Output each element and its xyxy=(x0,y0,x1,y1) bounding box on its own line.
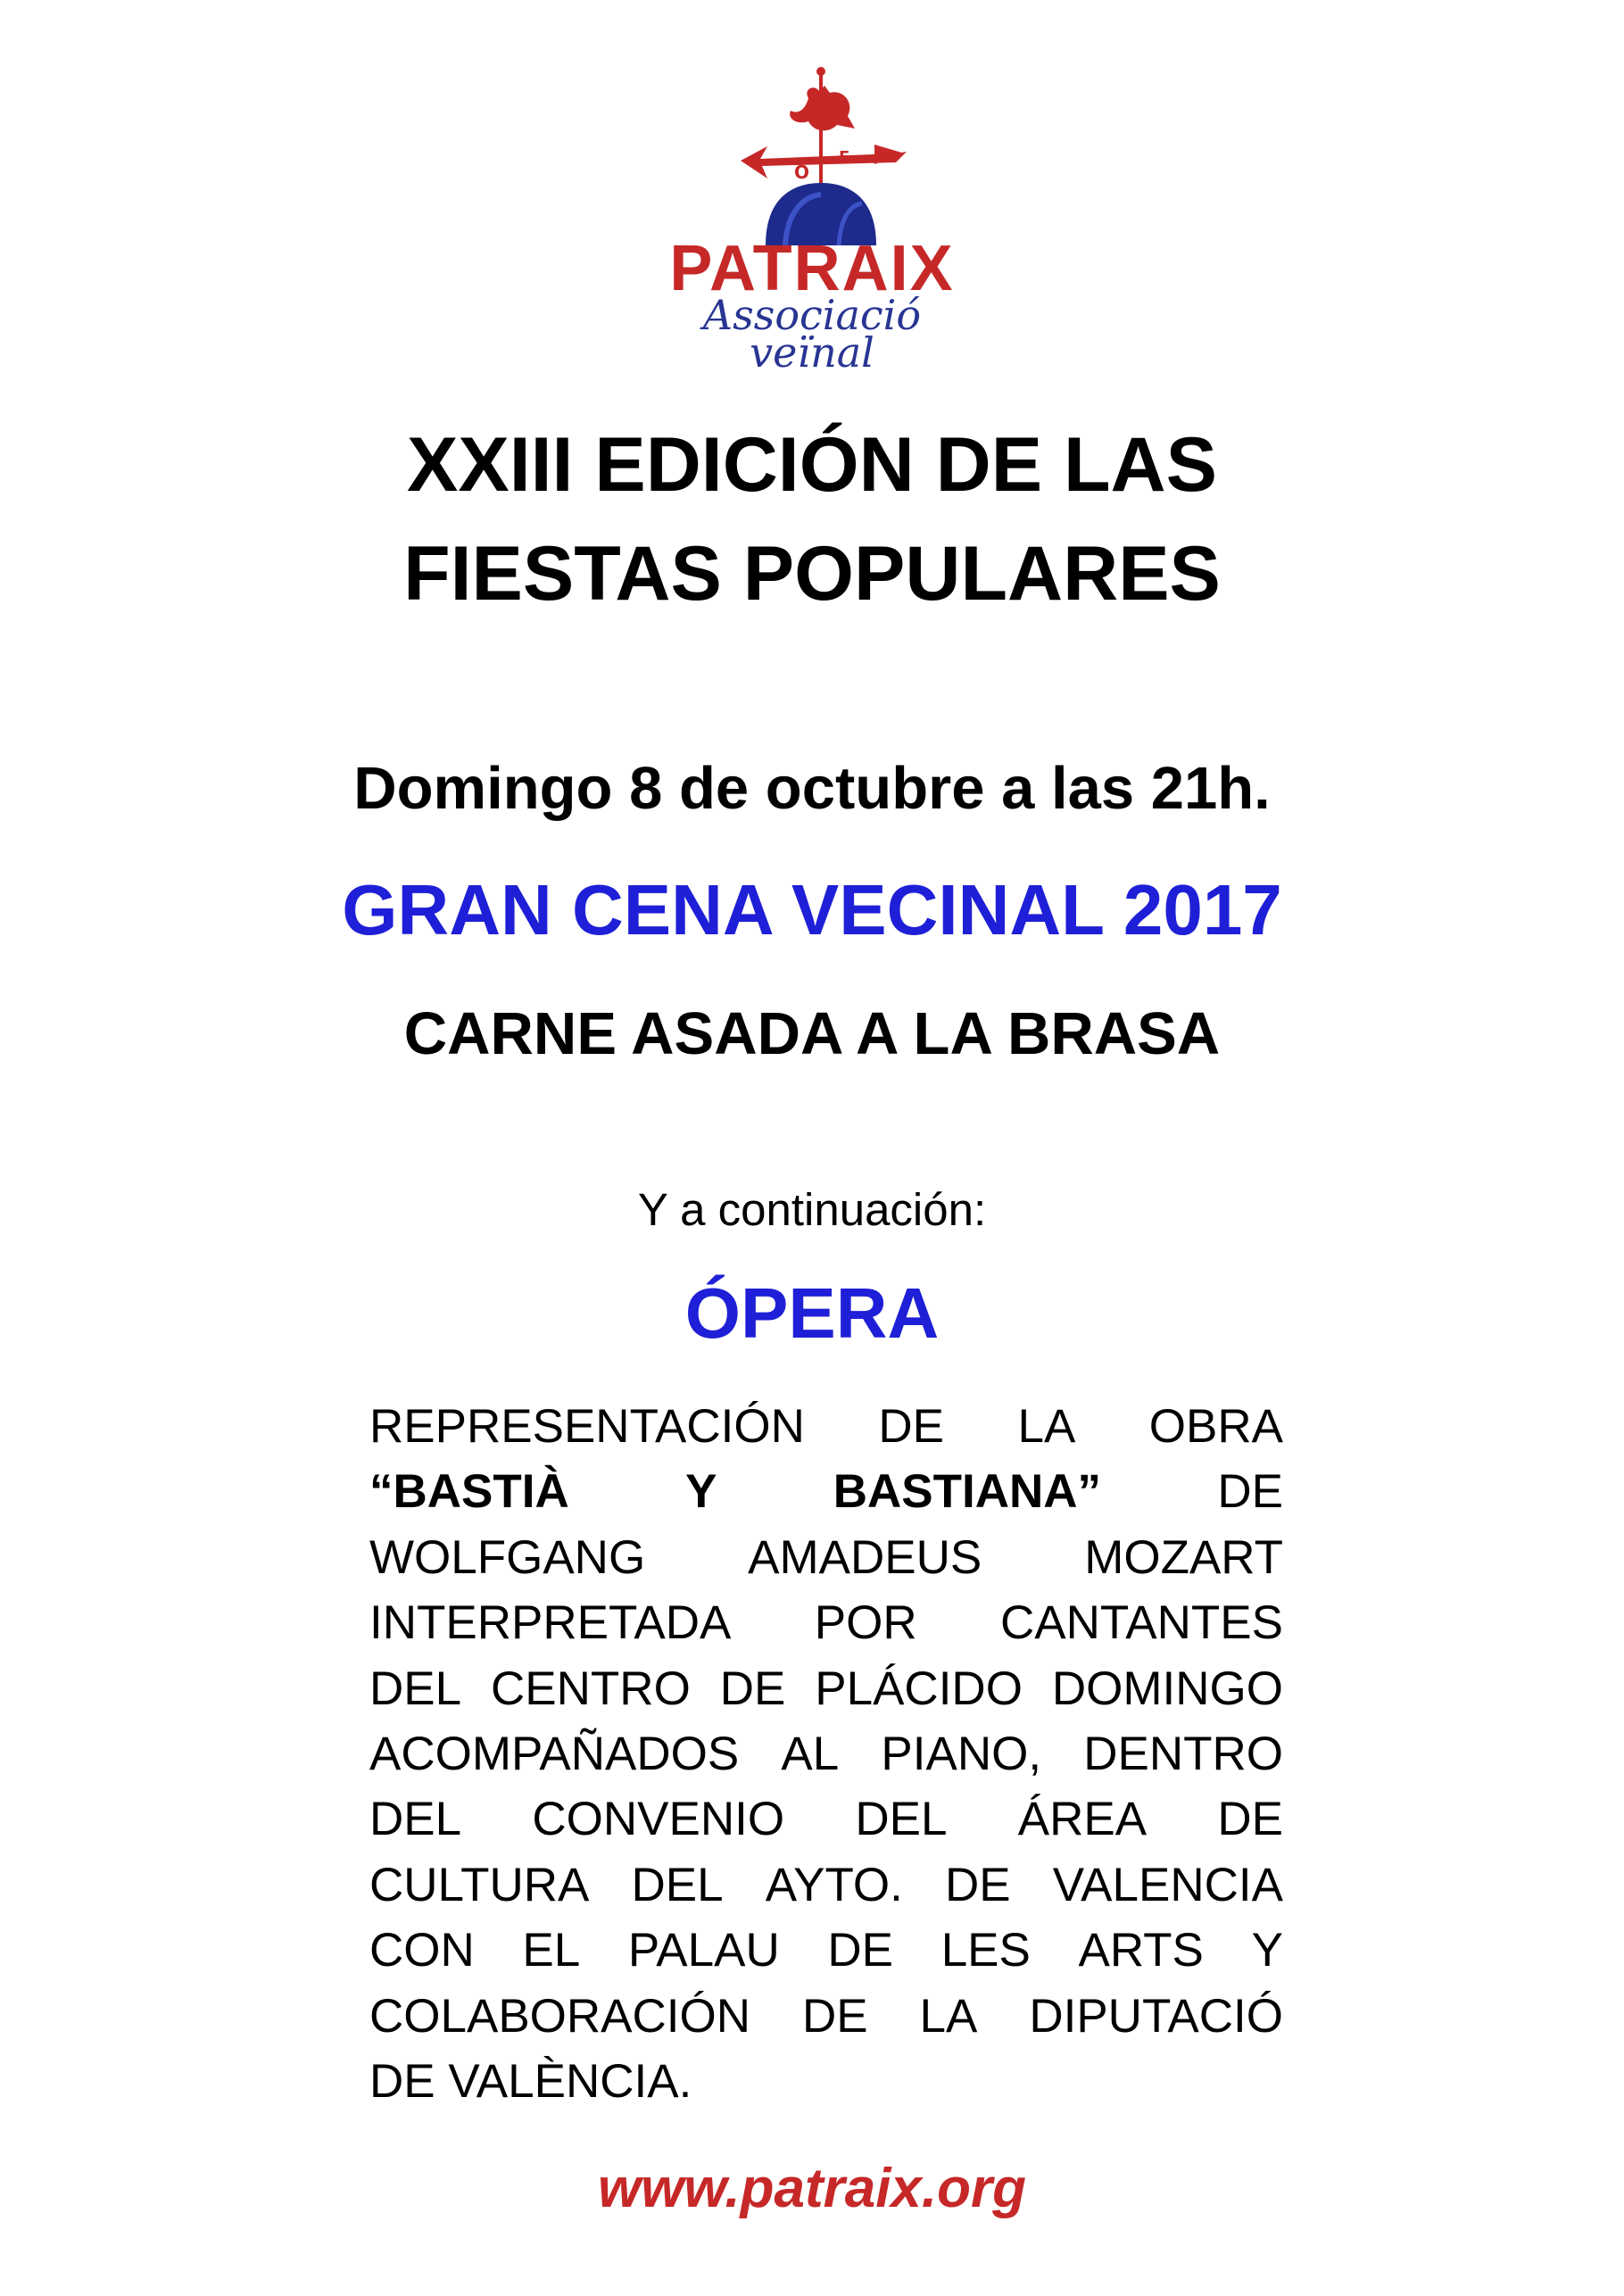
description-word: “BASTIÀ xyxy=(369,1465,569,1519)
description-word: Y xyxy=(1251,1924,1283,1977)
description-word: DEL xyxy=(631,1858,724,1911)
description-word: ARTS xyxy=(1078,1924,1204,1977)
description-word: DE VALÈNCIA. xyxy=(369,2054,692,2108)
description-word: AYTO. xyxy=(765,1858,903,1911)
description-word: AMADEUS xyxy=(748,1530,982,1584)
logo-subtitle-line2: veïnal xyxy=(750,328,874,377)
description-word: DE xyxy=(719,1662,786,1715)
event-menu: CARNE ASADA A LA BRASA xyxy=(403,1000,1221,1067)
title-line2: FIESTAS POPULARES xyxy=(403,531,1221,617)
description-word: CANTANTES xyxy=(999,1596,1283,1650)
description-word: CONVENIO xyxy=(532,1793,785,1846)
description-word: Y xyxy=(685,1465,717,1519)
description-line xyxy=(369,1918,1283,1983)
description-line xyxy=(369,1525,1283,1590)
event-name: GRAN CENA VECINAL 2017 xyxy=(342,870,1282,949)
description-word: DOMINGO xyxy=(1051,1662,1283,1715)
description-word: DEL xyxy=(369,1662,462,1715)
description-line xyxy=(369,1721,1283,1786)
opera-heading: ÓPERA xyxy=(684,1273,940,1353)
description-word: WOLFGANG xyxy=(369,1530,646,1584)
title-line1: XXIII EDICIÓN DE LAS xyxy=(407,422,1217,508)
description-word: OBRA xyxy=(1148,1400,1283,1453)
opera-description xyxy=(369,1394,1283,2114)
description-word: DE xyxy=(1217,1465,1283,1519)
logo-name: PATRAIX xyxy=(669,233,955,304)
description-word: PALAU xyxy=(627,1924,780,1977)
svg-text:E: E xyxy=(839,148,850,167)
description-word: AL xyxy=(781,1727,840,1780)
description-line xyxy=(369,1984,1283,2049)
website-link[interactable]: www.patraix.org xyxy=(597,2158,1026,2219)
description-word: CON xyxy=(369,1924,475,1977)
description-word: DEL xyxy=(855,1793,948,1846)
description-word: ÁREA xyxy=(1017,1793,1148,1846)
description-word: EL xyxy=(522,1924,581,1977)
description-word: INTERPRETADA xyxy=(369,1596,732,1650)
description-word: LA xyxy=(919,1989,978,2043)
description-word: DE xyxy=(1217,1793,1283,1846)
description-line xyxy=(369,1459,1283,1524)
description-word: PIANO, xyxy=(881,1727,1042,1780)
description-word: DE xyxy=(878,1400,944,1453)
description-word: DIPUTACIÓ xyxy=(1029,1989,1283,2043)
continuation-text: Y a continuación: xyxy=(637,1184,987,1235)
description-word: REPRESENTACIÓN xyxy=(369,1400,805,1453)
description-word: DENTRO xyxy=(1083,1727,1283,1780)
description-line xyxy=(369,1853,1283,1918)
description-word: PLÁCIDO xyxy=(815,1662,1023,1715)
description-line xyxy=(369,1656,1283,1721)
description-line xyxy=(369,1394,1283,1459)
event-date: Domingo 8 de octubre a las 21h. xyxy=(353,755,1271,822)
description-line xyxy=(369,2049,1283,2114)
logo-subtitle-line1: Associació xyxy=(702,291,922,339)
description-word: ACOMPAÑADOS xyxy=(369,1727,740,1780)
description-word: CULTURA xyxy=(369,1858,590,1911)
description-word: LA xyxy=(1017,1400,1076,1453)
svg-text:O: O xyxy=(794,162,810,183)
description-word: COLABORACIÓN xyxy=(369,1989,751,2043)
weathervane-logo-icon xyxy=(732,62,910,250)
description-word: BASTIANA” xyxy=(833,1465,1102,1519)
description-word: POR xyxy=(814,1596,917,1650)
description-word: MOZART xyxy=(1084,1530,1283,1584)
description-word: DEL xyxy=(369,1793,462,1846)
description-line xyxy=(369,1590,1283,1655)
description-word: DE xyxy=(801,1989,868,2043)
description-word: CENTRO xyxy=(491,1662,691,1715)
description-word: LES xyxy=(940,1924,1031,1977)
description-line xyxy=(369,1786,1283,1852)
description-word: DE xyxy=(827,1924,894,1977)
description-word: DE xyxy=(945,1858,1011,1911)
description-word: VALENCIA xyxy=(1052,1858,1283,1911)
